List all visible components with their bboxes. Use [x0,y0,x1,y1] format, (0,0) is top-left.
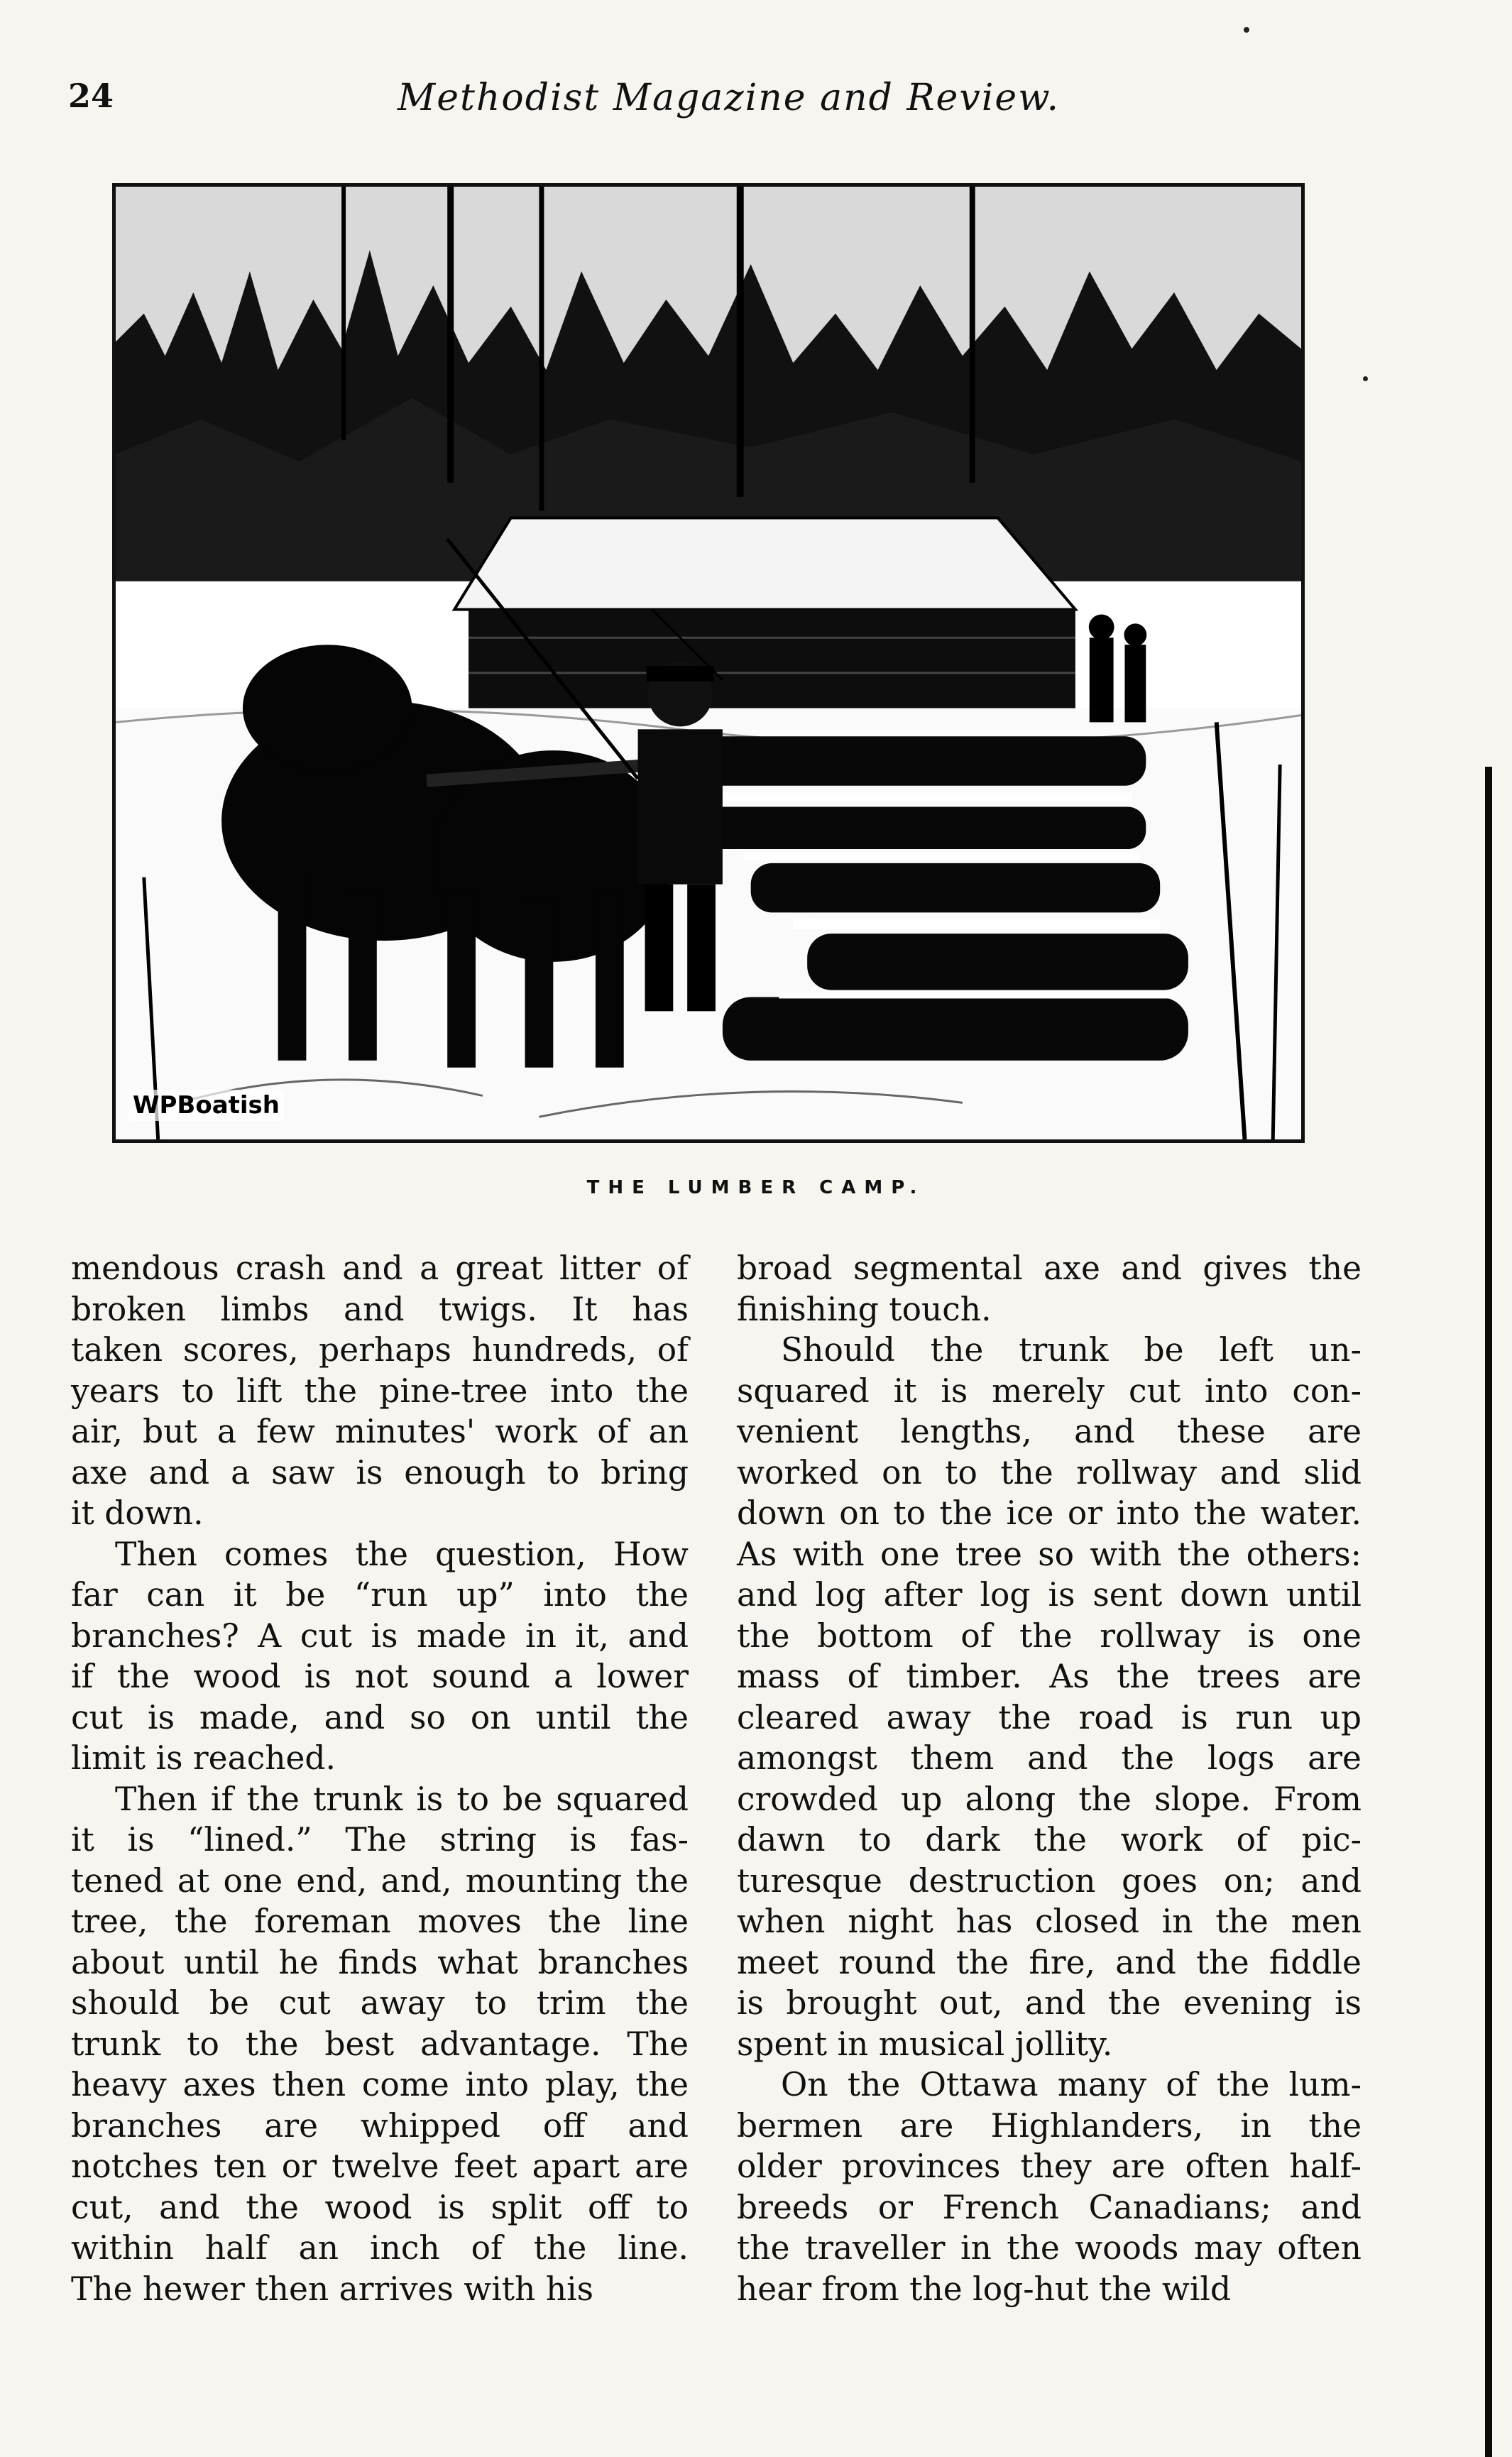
print-speck [1363,376,1368,381]
text-line: tree, the foreman moves the line [71,1903,689,1940]
page-number: 24 [68,77,114,115]
text-line: amongst them and the logs are [737,1739,1362,1777]
text-line: tened at one end, and, mounting the [71,1861,689,1900]
paragraph [71,1534,689,1779]
text-line: air, but a few minutes' work of an [71,1413,689,1450]
right-column [737,1248,1362,2309]
engraving-drawing [116,187,1301,1139]
text-line: spent in musical jollity. [737,2025,1113,2063]
text-line: mendous crash and a great litter of [71,1249,689,1287]
text-line: it down. [71,1494,204,1532]
left-column [71,1248,689,2309]
text-line: mass of timber. As the trees are [737,1658,1362,1695]
text-line: venient lengths, and these are [737,1413,1362,1450]
text-line: axe and a saw is enough to bring [71,1453,689,1492]
text-line: should be cut away to trim the [71,1984,689,2022]
text-line: turesque destruction goes on; and [737,1861,1362,1900]
text-line: broken limbs and twigs. It has [71,1290,689,1328]
text-line: the bottom of the rollway is one [737,1616,1362,1655]
print-speck [1244,27,1249,33]
text-line: meet round the fire, and the fiddle [737,1943,1362,1981]
text-line: hear from the log-hut the wild [737,2270,1232,2308]
text-line: when night has closed in the men [737,1903,1362,1940]
text-line: broad segmental axe and gives the [737,1249,1362,1287]
text-line: cleared away the road is run up [737,1698,1362,1736]
text-line: On the Ottawa many of the lum- [781,2066,1362,2103]
text-line: if the wood is not sound a lower [71,1658,689,1695]
text-line: is brought out, and the evening is [737,1984,1362,2022]
text-line: taken scores, perhaps hundreds, of [71,1331,689,1369]
text-line: branches are whipped off and [71,2106,689,2145]
paragraph [71,1779,689,2310]
text-line: crowded up along the slope. From [737,1780,1362,1818]
text-line: about until he finds what branches [71,1943,689,1981]
text-line: it is “lined.” The string is fas- [71,1821,689,1859]
artist-signature: WPBoatish [128,1090,284,1121]
text-line: dawn to dark the work of pic- [737,1821,1362,1859]
text-line: within half an inch of the line. [71,2229,689,2267]
lumber-camp-illustration [112,183,1305,1143]
figure-caption: THE LUMBER CAMP. [586,1177,926,1198]
text-line: The hewer then arrives with his [71,2270,594,2308]
text-line: breeds or French Canadians; and [737,2188,1362,2226]
paragraph [737,1330,1362,2064]
running-title: Methodist Magazine and Review. [398,77,1060,119]
text-line: the traveller in the woods may often [737,2229,1362,2267]
paragraph [737,2064,1362,2309]
text-line: Then if the trunk is to be squared [115,1780,689,1818]
text-line: years to lift the pine-tree into the [71,1372,689,1410]
text-line: squared it is merely cut into con- [737,1372,1362,1410]
text-line: worked on to the rollway and slid [737,1453,1362,1492]
text-line: heavy axes then come into play, the [71,2066,689,2103]
text-line: Should the trunk be left un- [781,1331,1362,1369]
text-line: notches ten or twelve feet apart are [71,2147,689,2185]
text-line: As with one tree so with the others: [737,1535,1362,1573]
text-line: and log after log is sent down until [737,1576,1362,1614]
text-line: cut is made, and so on until the [71,1698,689,1736]
text-line: Then comes the question, How [115,1535,689,1573]
text-line: limit is reached. [71,1739,336,1777]
paragraph [71,1248,689,1534]
text-line: cut, and the wood is split off to [71,2188,689,2226]
text-line: finishing touch. [737,1290,992,1328]
text-line: bermen are Highlanders, in the [737,2106,1362,2145]
paragraph [737,1248,1362,1330]
text-line: branches? A cut is made in it, and [71,1616,689,1655]
page-edge-rule [1485,767,1492,2457]
text-line: far can it be “run up” into the [71,1576,689,1614]
text-line: older provinces they are often half- [737,2147,1362,2185]
text-line: trunk to the best advantage. The [71,2025,689,2063]
text-line: down on to the ice or into the water. [737,1494,1362,1532]
